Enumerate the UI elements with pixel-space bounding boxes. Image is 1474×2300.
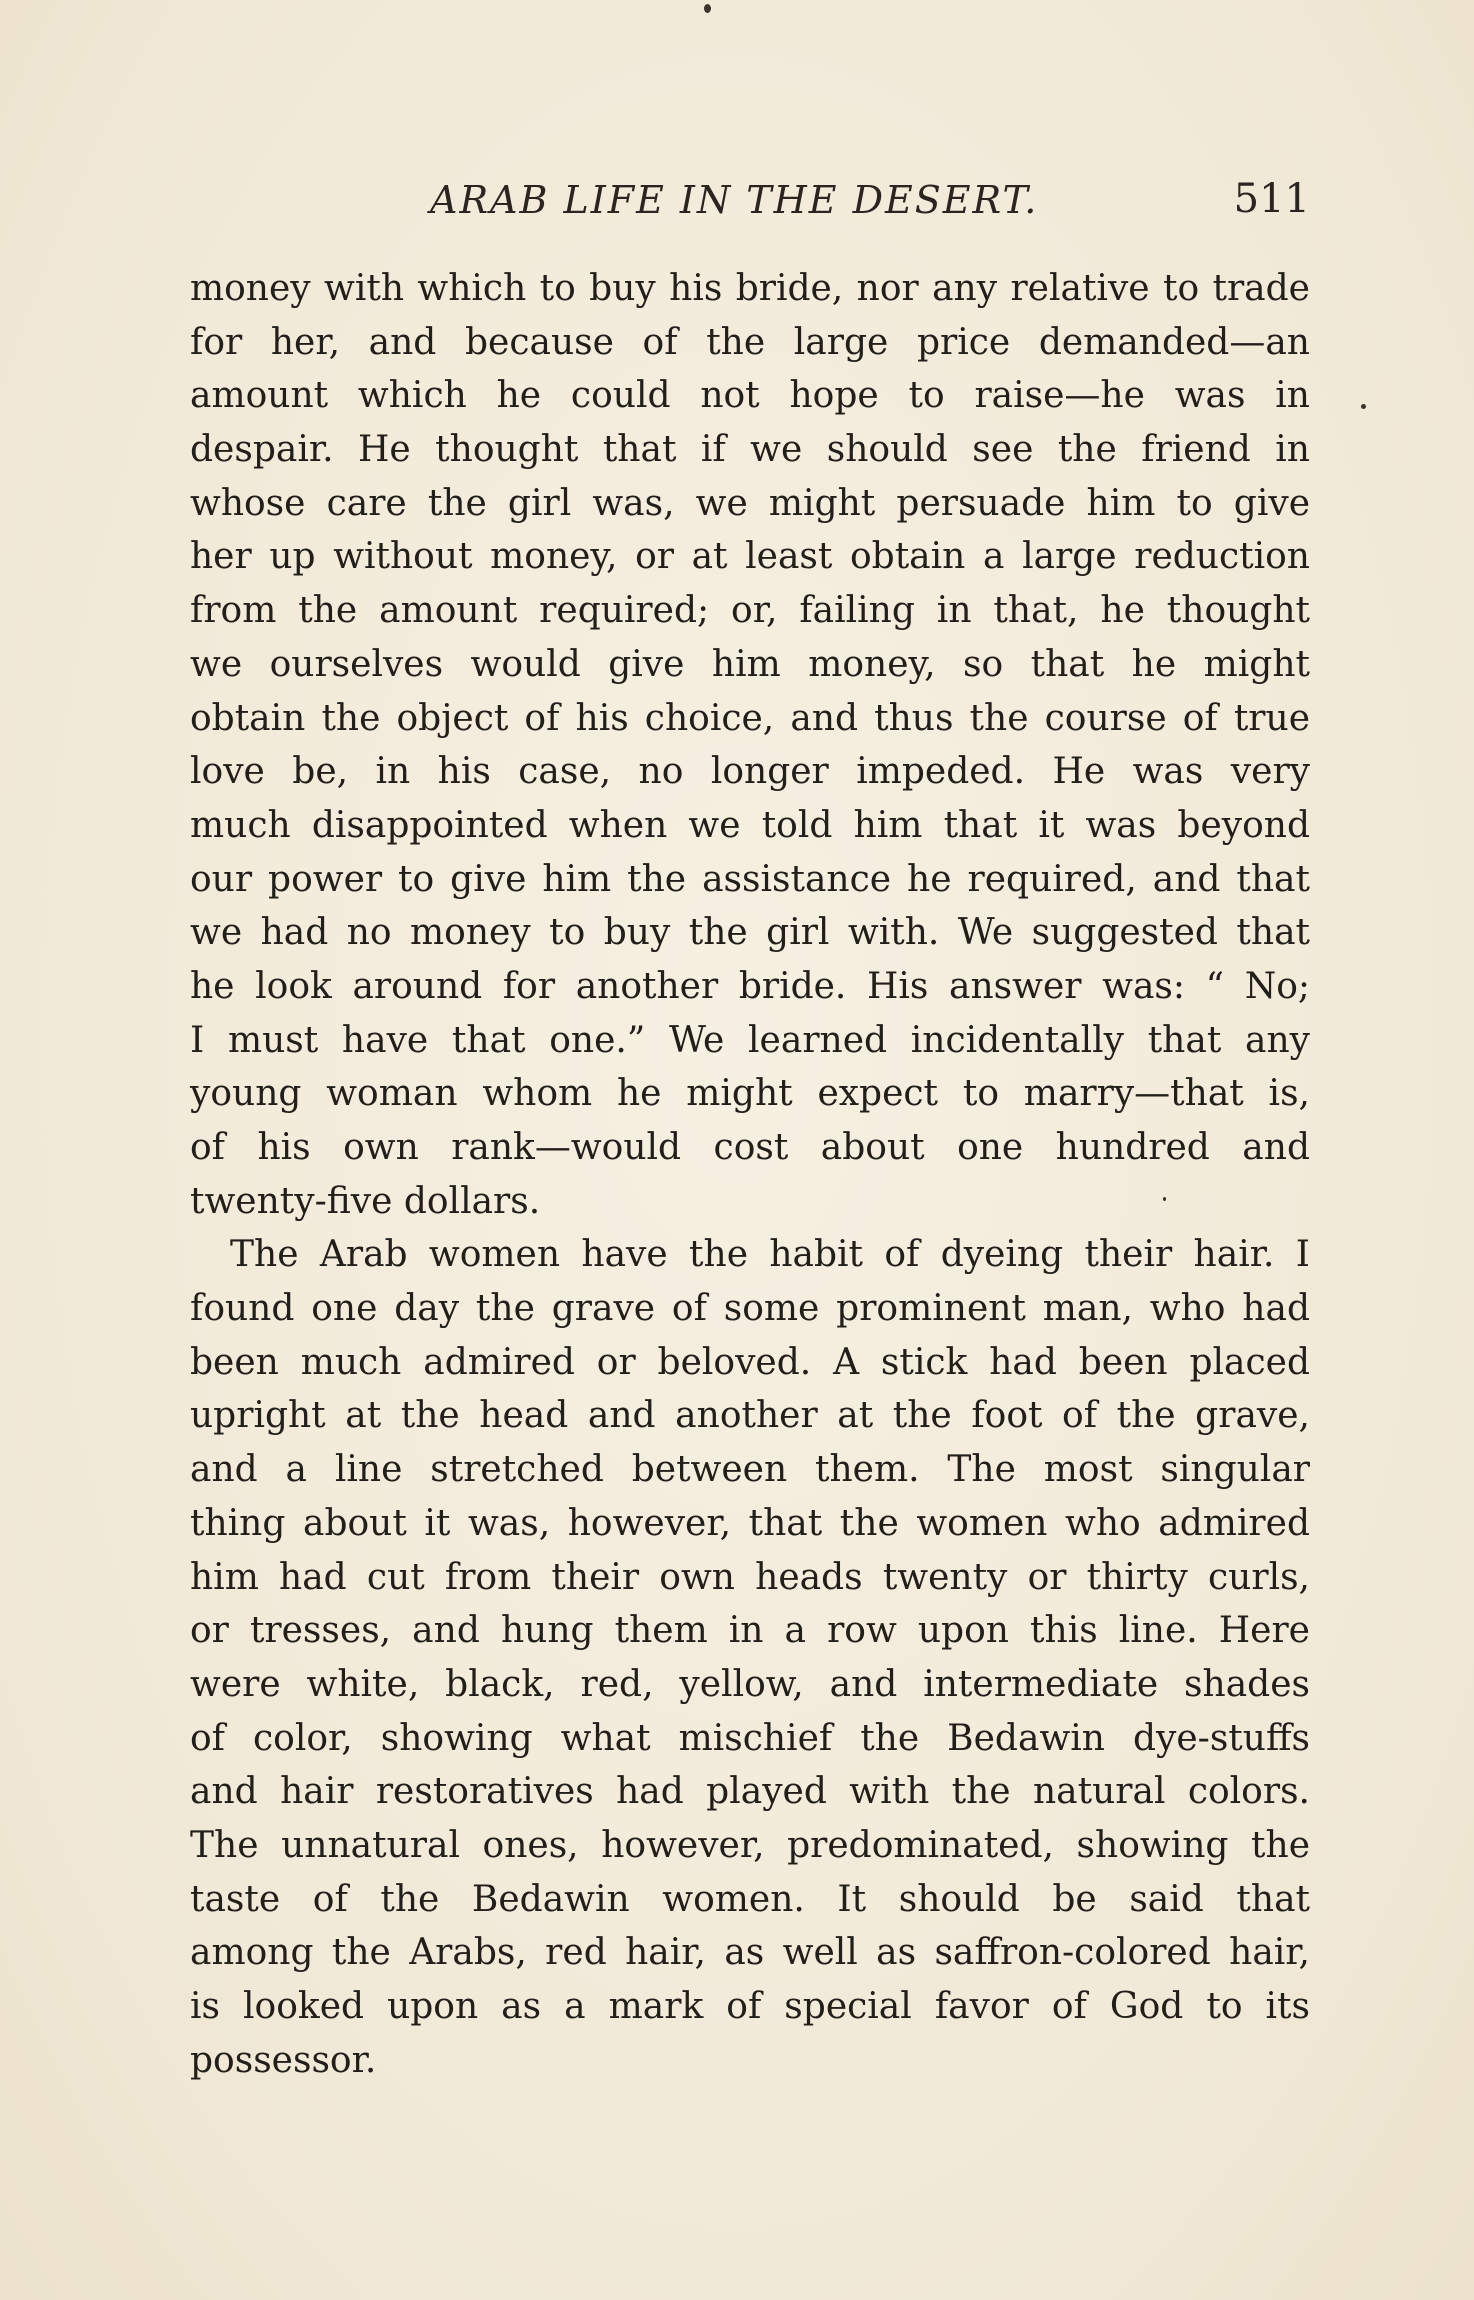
text-line: were white, black, red, yellow, and intermediate shades [190,1663,1310,1705]
text-line: whose care the girl was, we might persuade him to give [190,482,1310,524]
text-line: we had no money to buy the girl with. We suggested that [190,912,1310,954]
text-line: The Arab women have the habit of dyeing their hair. I [230,1234,1310,1276]
text-line: amount which he could not hope to raise—he was in [190,375,1310,417]
ink-speck [1361,404,1366,409]
text-line: The unnatural ones, however, predominated, showing the [190,1824,1310,1866]
running-title: ARAB LIFE IN THE DESERT. [430,178,1039,222]
text-line: money with which to buy his bride, nor any relative to trade [190,268,1310,309]
text-line: from the amount required; or, failing in that, he thought [190,590,1310,632]
paragraph-1 [190,262,1310,1228]
text-line: thing about it was, however, that the women who admired [190,1502,1310,1544]
text-line: I must have that one.” We learned incidentally that any [190,1019,1310,1061]
text-line: and a line stretched between them. The most singular [190,1449,1310,1491]
body-text [190,262,1310,2087]
text-line: our power to give him the assistance he required, and that [190,858,1310,900]
text-line: love be, in his case, no longer impeded. He was very [190,751,1310,793]
text-line: despair. He thought that if we should see the friend in [190,429,1310,471]
text-line: young woman whom he might expect to marry—that is, [190,1073,1310,1115]
text-line: of his own rank—would cost about one hundred and [190,1127,1310,1168]
text-line: found one day the grave of some prominent man, who had [190,1288,1310,1330]
text-line: for her, and because of the large price demanded—an [190,321,1310,363]
text-line: her up without money, or at least obtain a large reduction [190,536,1310,578]
paragraph-2 [190,1228,1310,2087]
text-line: obtain the object of his choice, and thus the course of true [190,697,1310,739]
ink-speck [704,4,711,13]
text-line: taste of the Bedawin women. It should be said that [190,1878,1310,1920]
running-head [190,172,1310,232]
text-line: among the Arabs, red hair, as well as saffron-colored hair, [190,1932,1310,1974]
text-line: is looked upon as a mark of special favor of God to its [190,1986,1310,2027]
text-line: we ourselves would give him money, so that he might [190,643,1310,685]
text-line: he look around for another bride. His answer was: “ No; [190,965,1310,1007]
text-line: possessor. [190,2039,377,2081]
text-line: much disappointed when we told him that it was beyond [190,804,1310,846]
text-line: him had cut from their own heads twenty or thirty curls, [190,1556,1310,1598]
text-line: been much admired or beloved. A stick had been placed [190,1341,1310,1383]
page-number: 511 [1233,176,1310,222]
text-line: upright at the head and another at the foot of the grave, [190,1395,1310,1437]
text-line: twenty-five dollars. [190,1180,541,1222]
text-line: of color, showing what mischief the Bedawin dye-stuffs [190,1717,1310,1759]
text-line: and hair restoratives had played with the natural colors. [190,1771,1310,1813]
text-line: or tresses, and hung them in a row upon this line. Here [190,1610,1310,1652]
